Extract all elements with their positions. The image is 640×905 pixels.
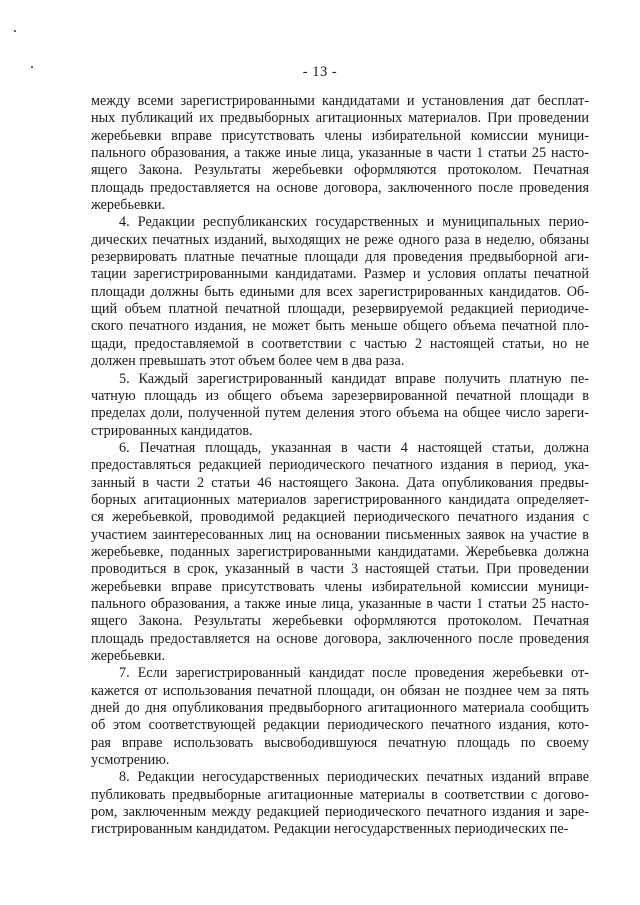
text-line: жеребьевки. xyxy=(91,648,166,664)
text-line: об этом соответствующей редакции периодического печатного издания, кото- xyxy=(91,717,589,734)
paragraph-item-8 xyxy=(91,769,589,838)
text-line: ных публикаций их предвыборных агитационных материалов. При проведении xyxy=(91,110,589,127)
text-line: площадь предоставляется на основе договора, заключенного после проведения xyxy=(91,630,589,647)
page-number: - 13 - xyxy=(302,64,338,80)
text-line: щий объем платной печатной площади, резервируемой редакцией периодиче- xyxy=(91,301,589,318)
text-line: площади должны быть едиными для всех зарегистрированных кандидатов. Об- xyxy=(91,283,589,300)
paragraph-continuation xyxy=(91,93,589,214)
scan-speck-1 xyxy=(14,30,16,32)
text-line: ящего Закона. Результаты жеребьевки оформляются протоколом. Печатная xyxy=(91,613,589,630)
text-line: дических печатных изданий, выходящих не реже одного раза в неделю, обязаны xyxy=(91,231,589,248)
text-line: 8. Редакции негосударственных периодических печатных изданий вправе xyxy=(119,769,589,786)
paragraph-item-4 xyxy=(91,214,589,370)
text-line: пального образования, а также иные лица, указанные в части 1 статьи 25 насто- xyxy=(91,595,589,612)
paragraph-item-5 xyxy=(91,371,589,440)
text-line: ского печатного издания, не может быть меньше общего объема печатной пло- xyxy=(91,318,589,335)
text-line: жеребьевки вправе присутствовать члены избирательной комиссии муници- xyxy=(91,127,589,144)
text-line: борных агитационных материалов зарегистрированного кандидата определяет- xyxy=(91,491,589,508)
text-line: между всеми зарегистрированными кандидатами и установления дат бесплат- xyxy=(91,93,589,109)
text-line: чатную площадь из общего объема зарезервированной печатной площади в xyxy=(91,387,589,404)
text-line: дней до дня опубликования предвыборного агитационного материала сообщить xyxy=(91,700,589,717)
text-line: резервировать платные печатные площади для проведения предвыборной аги- xyxy=(91,249,589,266)
text-line: пределах доли, полученной путем деления этого объема на общее число зареги- xyxy=(91,405,589,422)
text-line: жеребьевке, поданных зарегистрированными кандидатами. Жеребьевка должна xyxy=(91,543,589,560)
text-line: участием заинтересованных лиц на основании письменных заявок на участие в xyxy=(91,526,589,543)
document-body xyxy=(91,93,589,839)
text-line: тации зарегистрированными кандидатами. Размер и условия оплаты печатной xyxy=(91,266,589,283)
text-line: публиковать предвыборные агитационные материалы в соответствии с догово- xyxy=(91,786,589,803)
text-line: проводиться в срок, указанный в части 3 настоящей статьи. При проведении xyxy=(91,561,589,578)
text-line: занный в части 2 статьи 46 настоящего Закона. Дата опубликования предвы- xyxy=(91,474,589,491)
paragraph-item-6 xyxy=(91,440,589,665)
paragraph-item-7 xyxy=(91,665,589,769)
text-line: площадь предоставляется на основе договора, заключенного после проведения xyxy=(91,179,589,196)
text-line: жеребьевки вправе присутствовать члены избирательной комиссии муници- xyxy=(91,578,589,595)
text-line: усмотрению. xyxy=(91,752,170,769)
text-line: ся жеребьевкой, проводимой редакцией периодического печатного издания с xyxy=(91,509,589,526)
text-line: предоставляться редакцией периодического печатного издания в период, ука- xyxy=(91,457,589,474)
text-line: 4. Редакции республиканских государственных и муниципальных перио- xyxy=(119,214,589,231)
text-line: ром, заключенным между редакцией периодического печатного издания и заре- xyxy=(91,804,589,821)
text-line: рая вправе использовать высвободившуюся печатную площадь по своему xyxy=(91,734,589,751)
text-line: 6. Печатная площадь, указанная в части 4 настоящей статьи, должна xyxy=(119,439,589,456)
text-line: пального образования, а также иные лица, указанные в части 1 статьи 25 насто- xyxy=(91,145,589,162)
text-line: стрированных кандидатов. xyxy=(91,422,253,439)
text-line: жеребьевки. xyxy=(91,197,166,214)
text-line: 5. Каждый зарегистрированный кандидат вправе получить платную пе- xyxy=(119,370,589,387)
text-line: гистрированным кандидатом. Редакции негосударственных периодических пе- xyxy=(91,821,569,838)
text-line: должен превышать этот объем более чем в два раза. xyxy=(91,353,405,370)
text-line: ящего Закона. Результаты жеребьевки оформляются протоколом. Печатная xyxy=(91,162,589,179)
text-line: кажется от использования печатной площади, он обязан не позднее чем за пять xyxy=(91,682,589,699)
text-line: 7. Если зарегистрированный кандидат после проведения жеребьевки от- xyxy=(119,665,589,682)
text-line: щади, предоставляемой в соответствии с частью 2 настоящей статьи, но не xyxy=(91,335,589,352)
